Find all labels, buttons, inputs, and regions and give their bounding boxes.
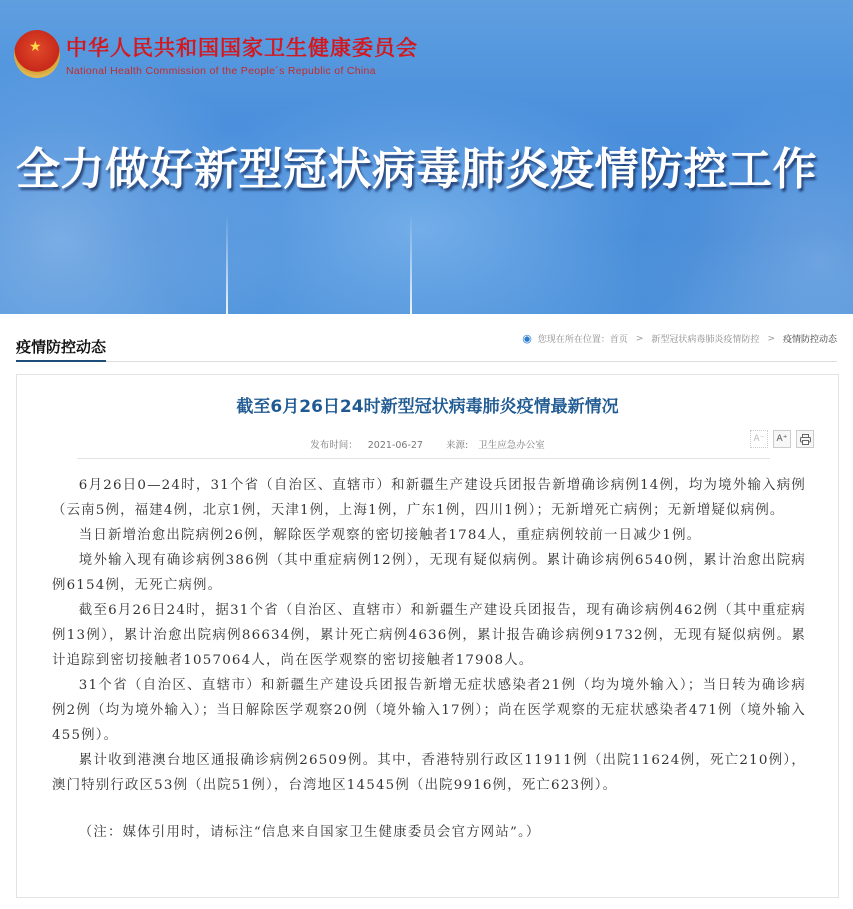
org-name-en: National Health Commission of the People´s Republic of China xyxy=(66,64,376,77)
title-divider xyxy=(77,458,770,459)
breadcrumb-covid-prevention[interactable]: 新型冠状病毒肺炎疫情防控 xyxy=(651,335,760,345)
header-banner xyxy=(0,0,853,314)
citation-note: （注：媒体引用时，请标注“信息来自国家卫生健康委员会官方网站”。） xyxy=(78,825,541,840)
paragraph-new-cases: 6月26日0—24时，31个省（自治区、直辖市）和新疆生产建设兵团报告新增确诊病例14例，均为境外输入病例（云南5例，福建4例，北京1例，天津1例，上海1例，广东1例，四川1例）；无新增死亡病例；无新增疑似病例。 xyxy=(52,478,806,518)
breadcrumb-separator: > xyxy=(767,333,775,344)
breadcrumb-separator: > xyxy=(635,333,644,344)
print-icon xyxy=(800,434,811,445)
breadcrumb-home[interactable]: 首页 xyxy=(609,335,628,345)
decorative-pulse-line xyxy=(226,214,228,314)
font-decrease-button[interactable]: A⁻ xyxy=(750,430,768,448)
font-increase-button[interactable]: A⁺ xyxy=(773,430,791,448)
print-button[interactable] xyxy=(796,430,814,448)
breadcrumb-prefix: 您现在所在位置： xyxy=(537,335,610,345)
article-tools xyxy=(750,430,814,448)
breadcrumb xyxy=(522,332,837,345)
paragraph-hk-macao-taiwan: 累计收到港澳台地区通报确诊病例26509例。其中，香港特别行政区11911例（出院11624例，死亡210例），澳门特别行政区53例（出院51例），台湾地区14545例（出院9916例，死亡623例）。 xyxy=(52,753,806,793)
article-panel xyxy=(16,374,839,898)
paragraph-recoveries: 当日新增治愈出院病例26例，解除医学观察的密切接触者1784人，重症病例较前一日减少1例。 xyxy=(78,528,702,543)
decorative-pulse-line xyxy=(410,214,412,314)
paragraph-imported: 境外输入现有确诊病例386例（其中重症病例12例），无现有疑似病例。累计确诊病例6540例，累计治愈出院病例6154例，无死亡病例。 xyxy=(52,553,806,593)
article-title: 截至6月26日24时新型冠状病毒肺炎疫情最新情况 xyxy=(236,397,619,417)
publish-date: 2021-06-27 xyxy=(367,440,423,451)
paragraph-cumulative: 截至6月26日24时，据31个省（自治区、直辖市）和新疆生产建设兵团报告，现有确诊病例462例（其中重症病例13例），累计治愈出院病例86634例，累计死亡病例4636例，累计报告确诊病例91732例，无现有疑似病例。累计追踪到密切接触者1057064人，尚在医学观察的密切接触者17908人。 xyxy=(52,603,806,668)
section-header xyxy=(16,314,837,362)
breadcrumb-current[interactable]: 疫情防控动态 xyxy=(782,335,837,345)
national-emblem-icon xyxy=(14,30,60,78)
article-body xyxy=(52,473,806,845)
org-name-cn: 中华人民共和国国家卫生健康委员会 xyxy=(66,35,418,60)
site-logo[interactable] xyxy=(14,30,418,78)
banner-slogan: 全力做好新型冠状病毒肺炎疫情防控工作 xyxy=(16,144,817,195)
location-pin-icon: ◉ xyxy=(522,332,532,345)
source-label: 来源: xyxy=(446,440,469,451)
section-title: 疫情防控动态 xyxy=(16,336,106,362)
paragraph-asymptomatic: 31个省（自治区、直辖市）和新疆生产建设兵团报告新增无症状感染者21例（均为境外输入）；当日转为确诊病例2例（均为境外输入）；当日解除医学观察20例（境外输入17例）；尚在医学观察的无症状感染者471例（境外输入455例）。 xyxy=(52,678,806,743)
article-meta xyxy=(17,437,838,451)
publish-label: 发布时间： xyxy=(310,440,358,451)
source-value: 卫生应急办公室 xyxy=(478,440,545,451)
